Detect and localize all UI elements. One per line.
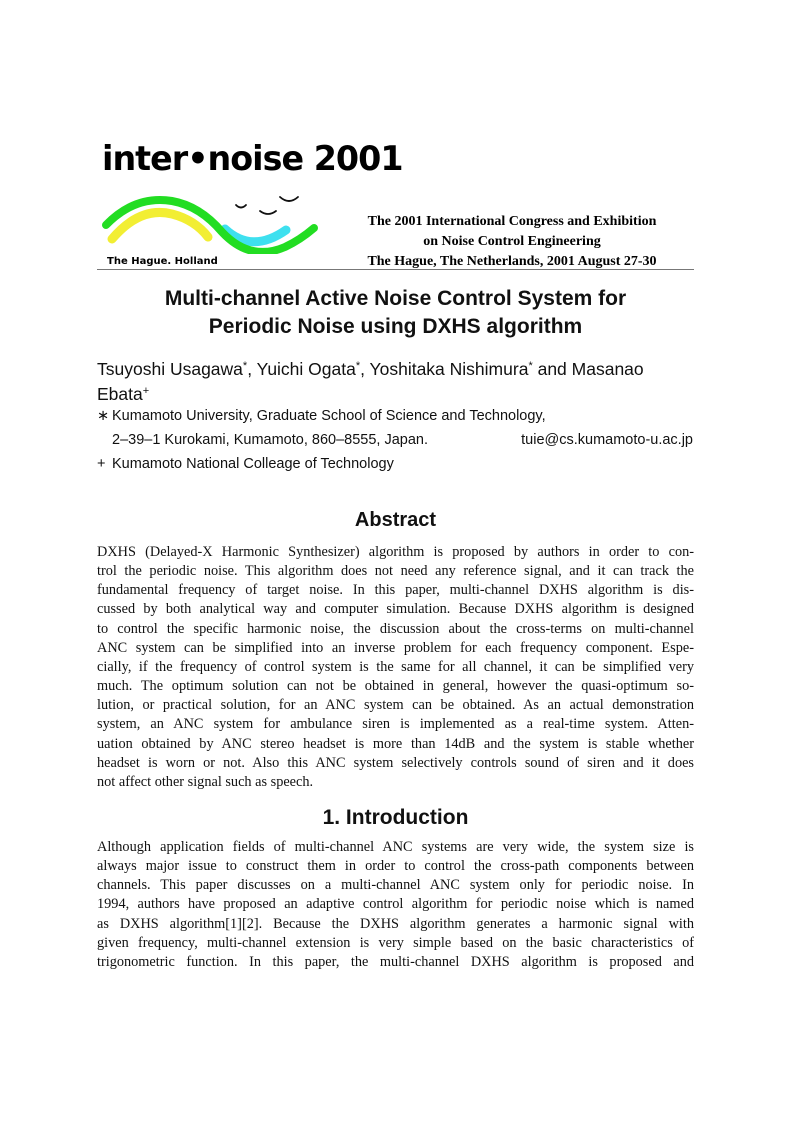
author-line-1: Tsuyoshi Usagawa*, Yuichi Ogata*, Yoshitaka Nishimura* and Masanao [97,359,644,379]
conference-info [333,212,691,272]
text-line: lution, or practical solution, for an ANC system can be obtained. As an actual demonstration [97,697,694,714]
text-line: as DXHS algorithm[1][2]. Because the DXHS algorithm generates a harmonic signal with [97,915,694,932]
text-line: fundamental frequency of target noise. In this paper, multi-channel DXHS algorithm is dis- [97,582,694,599]
affiliation-mark: ∗ [97,408,110,424]
author-email: tuie@cs.kumamoto-u.ac.jp [521,432,693,448]
conference-line: The Hague, The Netherlands, 2001 August 27-30 [367,254,657,269]
text-line: cussed by both analytical way and computer simulation. Because DXHS algorithm is designed [97,601,694,618]
author-line-2 [97,380,697,405]
text-line: 1994, authors have proposed an adaptive control algorithm for periodic noise which is named [97,896,694,913]
affiliation-2 [97,454,697,474]
author-name: Yoshitaka Nishimura [369,359,529,379]
text-line: trol the periodic noise. This algorithm does not need any reference signal, and it can track the [97,563,694,580]
logo-city-label: The Hague. Holland [107,256,218,267]
author-mark: + [142,385,150,397]
abstract-heading: Abstract [354,509,437,531]
text-line: much. The optimum solution can not be obtained in general, however the quasi-optimum so- [97,678,694,695]
affiliation-text: Kumamoto University, Graduate School of Science and Technology, [112,408,546,424]
conference-line: on Noise Control Engineering [423,234,601,249]
wave-logo-icon [100,192,325,254]
text-line: headset is worn or not. Also this ANC system selectively controls sound of siren and it does [97,754,694,771]
text-line: ANC system can be simplified into an inverse problem for each frequency component. Espe- [97,639,694,656]
paper-title [97,285,694,341]
text-line: to control the specific harmonic noise, the discussion about the cross-terms on multi-channel [97,620,694,637]
author-list [97,355,697,405]
author-and: and Masanao [537,359,644,379]
affiliation-mark: + [97,456,106,472]
title-line: Periodic Noise using DXHS algorithm [208,315,583,338]
text-line: trigonometric function. In this paper, the multi-channel DXHS algorithm is proposed and [97,953,694,970]
author-mark: * [355,360,361,372]
text-line: Although application fields of multi-channel ANC systems are very wide, the system size is [97,839,694,855]
affiliation-1 [97,406,697,426]
text-line: DXHS (Delayed-X Harmonic Synthesizer) algorithm is proposed by authors in order to con- [97,544,694,560]
conference-logo-text: inter•noise 2001 [102,139,403,179]
header-rule [97,269,694,270]
author-name: Yuichi Ogata [256,359,356,379]
text-line: cially, if the frequency of control system is the same for all channel, it can be simplified very [97,658,694,675]
title-line: Multi-channel Active Noise Control System for [164,287,627,310]
conference-line: The 2001 International Congress and Exhibition [367,214,657,229]
text-line: given frequency, multi-channel extension is very simple based on the basic characteristics of [97,934,694,951]
author-mark: * [242,360,248,372]
text-line: always major issue to construct them in order to control the cross-path components between [97,858,694,875]
text-line: not affect other signal such as speech. [97,773,314,790]
author-mark: * [528,360,533,372]
text-line: channels. This paper discusses on a multi-channel ANC system only for periodic noise. In [97,877,694,894]
author-name: Ebata [97,384,143,404]
introduction-heading: 1. Introduction [322,806,469,829]
affiliation-text: Kumamoto National Colleage of Technology [112,456,394,472]
text-line: system, an ANC system for ambulance siren is implemented as a real-time system. Atten- [97,716,694,733]
address-text: 2–39–1 Kurokami, Kumamoto, 860–8555, Japan. [112,432,428,448]
text-line: uation obtained by ANC stereo headset is more than 14dB and the system is stable whether [97,735,694,752]
author-name: Tsuyoshi Usagawa [97,359,243,379]
